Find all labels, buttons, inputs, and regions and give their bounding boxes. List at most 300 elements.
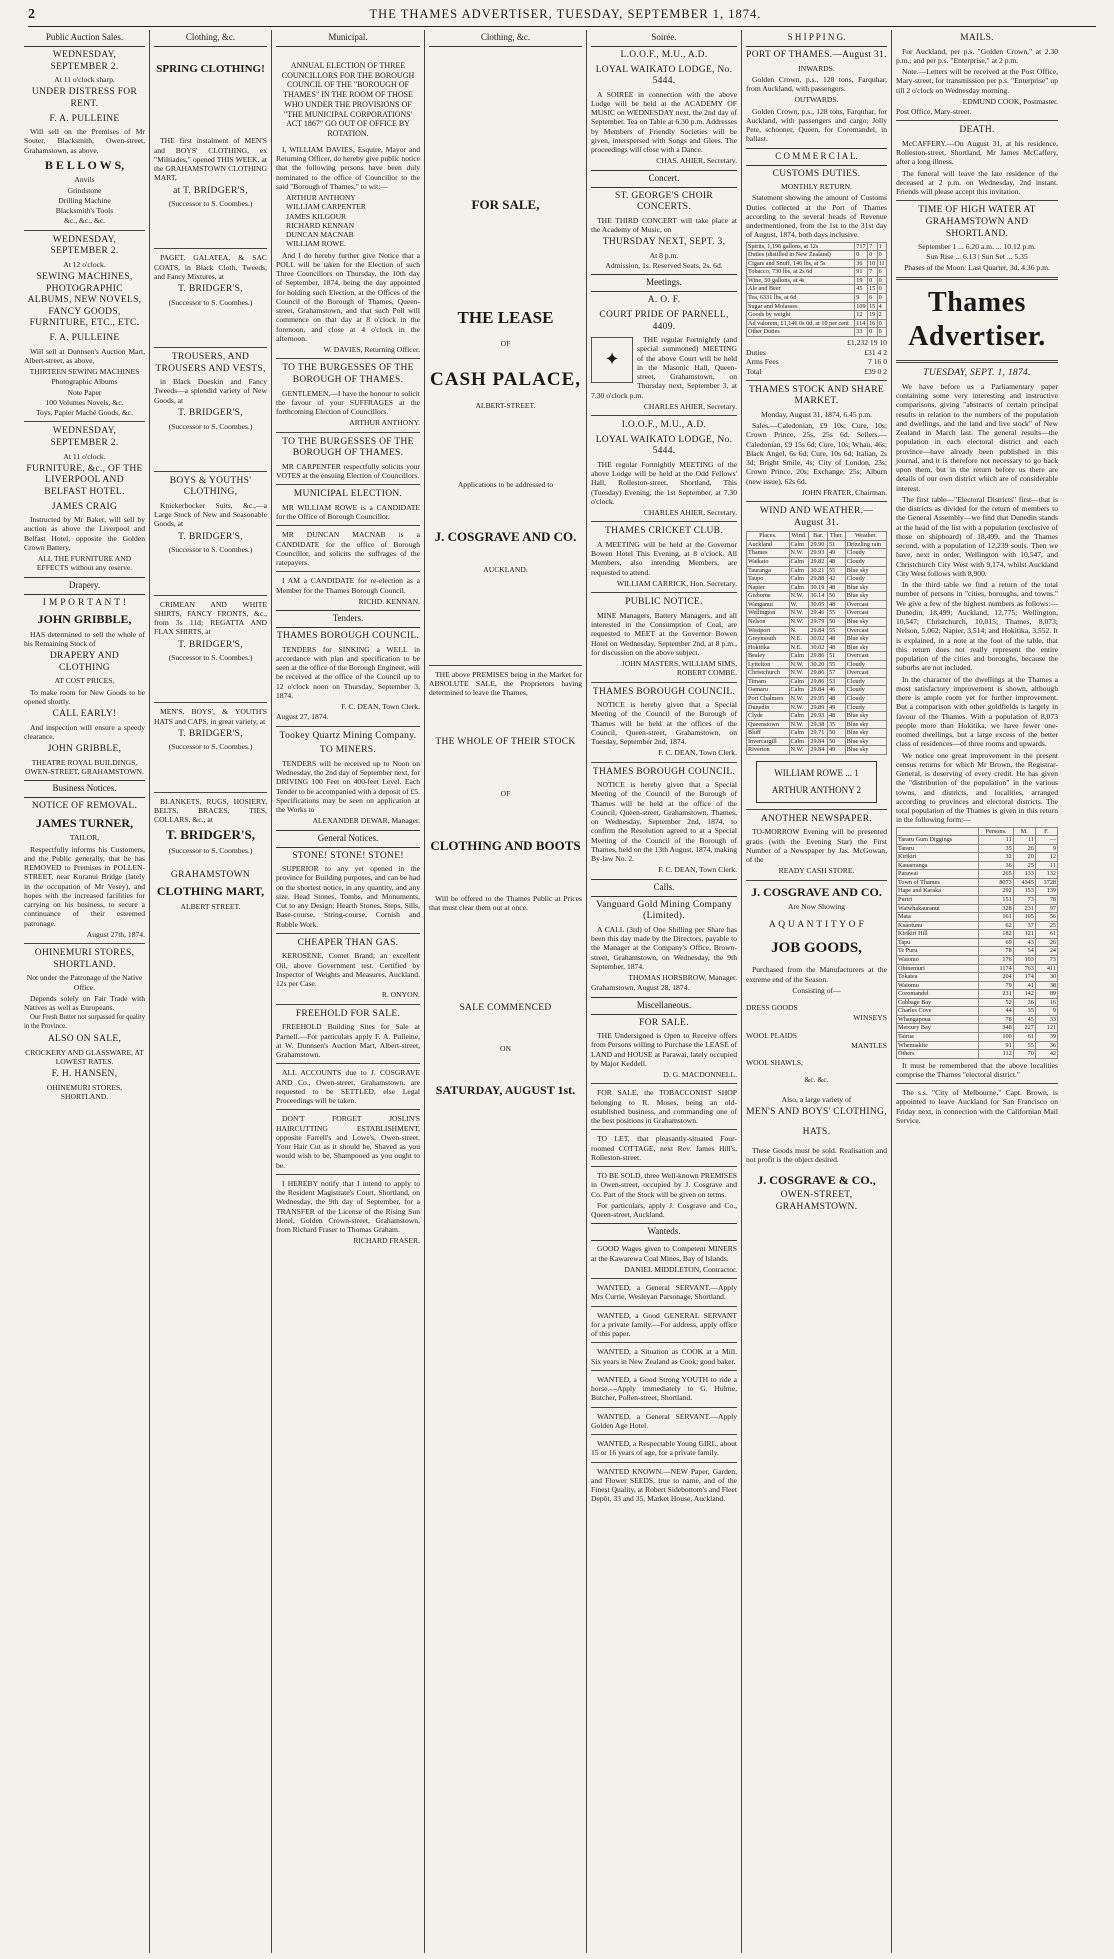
ad-time: At 11 o'clock. <box>63 451 106 461</box>
population-row <box>897 1033 1058 1042</box>
ad-lot: WOOL PLAIDS <box>746 1030 797 1040</box>
table-cell: 35 <box>1013 1007 1035 1016</box>
table-cell: 45 <box>855 285 868 294</box>
ad-lot: 100 Volumes Novels, &c. <box>45 397 124 407</box>
table-cell: 79 <box>979 981 1013 990</box>
table-cell: 6 <box>868 293 878 302</box>
article-paragraph: We have before us a Parliamentary paper containing some very interesting and instructive comparisons, giving "abstracts of certain principal results in relation to the numbers of the population and dwellings, and the land and live stock" of New Zealand in March last. The general results—the population in each electoral district and each province—have already been published in this journal, and it is therefore not necessary to go back upon them, but in the return before us there are details of our own district which are of considerable interest. <box>896 381 1058 493</box>
ad-heading: DEATH. <box>959 125 995 136</box>
population-row <box>897 844 1058 853</box>
ad-text: (Successor to S. Coombes.) <box>168 653 253 663</box>
table-cell: 50 <box>828 617 846 626</box>
table-cell: N.W. <box>789 720 809 729</box>
table-cell: Blue sky <box>845 617 886 626</box>
column-header: M. <box>1013 827 1035 836</box>
weather-row <box>747 686 887 695</box>
table-cell: 0 <box>868 276 878 285</box>
masthead <box>28 4 1096 27</box>
election-notice-heading: ANNUAL ELECTION OF THREE COUNCILLORS FOR THE BOROUGH COUNCIL OF THE "BOROUGH OF THAMES" IN THE ROOM OF THOSE WHO UNDER THE PROVISIONS OF "THE MUNICIPAL CORPORATIONS' ACT 1867" GO OUT OF OFFICE BY ROTATION. <box>281 60 415 139</box>
table-cell: 0 <box>877 328 886 337</box>
table-cell: Blue sky <box>845 566 886 575</box>
ad-heading: WIND AND WEATHER.—August 31. <box>759 506 874 528</box>
ad-name: T. BRIDGER'S, <box>178 639 243 650</box>
table-cell: N.W. <box>789 669 809 678</box>
weather-row <box>747 575 887 584</box>
table-cell: 348 <box>979 1024 1013 1033</box>
weather-row <box>747 660 887 669</box>
ad-heading: OUTWARDS. <box>794 95 839 105</box>
table-cell: Christchurch <box>747 669 790 678</box>
ad-lot: &c. &c. <box>804 1075 829 1085</box>
column-header: Places. <box>747 532 790 541</box>
table-cell: 42 <box>828 575 846 584</box>
poll-result-box <box>756 761 877 803</box>
weather-row <box>747 609 887 618</box>
table-cell: Cloudy <box>845 695 886 704</box>
signature: CHARLES AHIER, Secretary. <box>643 401 737 411</box>
table-cell: 9 <box>1035 844 1057 853</box>
table-cell: 0 <box>868 251 878 260</box>
table-cell: Calm <box>789 583 809 592</box>
ad-lot: Toys, Papier Maché Goods, &c. <box>35 408 134 418</box>
ad-name: JAMES TURNER, <box>35 815 134 830</box>
table-cell: Duties (distilled in New Zealand) <box>747 251 855 260</box>
ad-text: September 1 ... 6.20 a.m. ... 10.12 p.m. <box>918 242 1036 252</box>
table-cell: 16 <box>869 319 876 327</box>
weather-row <box>747 626 887 635</box>
duty-total: £1,232 19 10 <box>847 337 887 347</box>
table-cell: Cloudy <box>845 558 886 567</box>
table-cell: 29.88 <box>809 575 828 584</box>
table-cell: Calm <box>789 540 809 549</box>
column-header: Ther. <box>828 532 846 541</box>
table-cell: 153 <box>1013 887 1035 896</box>
table-cell: 44 <box>979 1007 1013 1016</box>
table-cell: 26 <box>1013 844 1035 853</box>
ad-text: A SOIREE in connection with the above Lodge will be held at the ACADEMY OF MUSIC on WEDNESDAY next, the 2nd day of September. Tea on Table at 6.30 p.m. Addresses by Members of Friendly Societies will be given, interspersed with Songs and Glees. The proceedings will close with a Dance. <box>591 89 737 155</box>
table-cell: Tobacco, 730 lbs, at 2s 6d <box>747 268 855 277</box>
signature: D. G. MACDONNELL. <box>663 1070 737 1080</box>
table-cell: 19 <box>855 276 868 285</box>
duty-row <box>747 311 887 320</box>
table-cell: 78 <box>979 1015 1013 1024</box>
population-row <box>897 955 1058 964</box>
fees-row <box>746 357 887 366</box>
ad-lot: &c., &c., &c. <box>63 216 106 226</box>
ad-text: TO BE SOLD, three Well-known PREMISES in Owen-street, occupied by J. Cosgrave and Co. Part of the Stock will be given on terms. <box>591 1171 737 1199</box>
ad-date: Grahamstown, August 28, 1874. <box>591 983 690 993</box>
table-cell: 30.02 <box>809 643 828 652</box>
ad-text: Will sell on the Premises of Mr Souter, Blacksmith, Owen-street, Grahamstown, as above, <box>24 127 145 155</box>
table-cell: 29.93 <box>809 549 828 558</box>
column-header: Bar. <box>809 532 828 541</box>
ad-cosgrave <box>746 885 887 1214</box>
table-cell: 0 <box>877 293 886 302</box>
ad-heading: FOR SALE, <box>471 196 540 212</box>
population-row <box>897 964 1058 973</box>
table-cell: 49 <box>828 703 846 712</box>
table-cell: 1174 <box>979 964 1013 973</box>
column-auction-sales <box>20 30 150 1953</box>
table-cell: Clyde <box>747 712 790 721</box>
table-header-row <box>747 532 887 541</box>
ad-text: Golden Crown, p.s., 128 tons, Farquhar, for Auckland, with passengers and cargo; Jolly Pete, schooner, Queen, for Coromandel, in ballast. <box>746 106 887 144</box>
table-cell: 48 <box>828 643 846 652</box>
table-cell: 25 <box>1035 921 1057 930</box>
table-cell: 25 <box>1013 861 1035 870</box>
table-cell: Overcast <box>845 652 886 661</box>
ad-address: ALBERT-STREET. <box>475 400 536 410</box>
duty-row <box>747 302 887 311</box>
candidate-name: DUNCAN MACNAB <box>286 230 354 240</box>
ad-text: (Successor to S. Coombes.) <box>168 199 253 209</box>
ad-heading: I.O.O.F., M.U., A.D. <box>621 420 707 431</box>
ad-address: THEATRE ROYAL BUILDINGS, OWEN-STREET, GRAHAMSTOWN. <box>25 757 144 777</box>
signature: DANIEL MIDDLETON, Contractor. <box>624 1264 737 1274</box>
table-cell: 7 <box>868 268 878 277</box>
ad-text: WANTED KNOWN.—NEW Paper, Garden, and Flower SEEDS, true to name, and of the Finest Quality, at Robert Sidebottom's and Fleet Depôt, 33 and 35, Market House, Auckland. <box>591 1466 737 1504</box>
table-cell: 176 <box>979 955 1013 964</box>
ad-lot: Blacksmith's Tools <box>55 206 114 216</box>
ad-address: OHINEMURI STORES, SHORTLAND. <box>46 1082 123 1101</box>
table-cell: 112 <box>979 1050 1013 1059</box>
weather-row <box>747 729 887 738</box>
ad-lot: Anvils <box>74 175 95 185</box>
ad-heading: TO THE BURGESSES OF THE BOROUGH OF THAMES. <box>282 363 414 386</box>
table-cell: Gisborne <box>747 592 790 601</box>
table-cell: 78 <box>1035 896 1057 905</box>
candidate-name: RICHARD KENNAN <box>286 220 355 230</box>
table-cell: 29.84 <box>809 737 828 746</box>
candidate-name: WILLIAM ROWE. <box>286 239 346 249</box>
ad-text: HAS determined to sell the whole of his Remaining Stock of <box>24 629 145 648</box>
ad-text: (Successor to S. Coombes.) <box>168 846 253 856</box>
ad-text: CROCKERY AND GLASSWARE, AT LOWEST RATES. <box>25 1047 144 1066</box>
ad-heading: I M P O R T A N T ! <box>42 597 127 608</box>
ad-heading: TO THE BURGESSES OF THE BOROUGH OF THAMES. <box>282 436 414 459</box>
population-row <box>897 998 1058 1007</box>
table-cell: Calm <box>789 729 809 738</box>
ad-heading: THE LEASE <box>457 307 554 327</box>
table-cell: 46 <box>828 686 846 695</box>
ad-text: (Successor to S. Coombes.) <box>168 297 253 307</box>
table-cell: Ale and Beer <box>747 285 855 294</box>
table-cell: Waiomo <box>897 955 979 964</box>
poll-line: WILLIAM ROWE ... 1 <box>774 767 859 778</box>
ad-text: ALL ACCOUNTS due to J. COSGRAVE AND Co., Owen-street, Grahamstown, are requested to be SETTLED, else Legal Proceedings will be taken. <box>276 1068 420 1106</box>
ad-heading: A. O. F. <box>647 295 681 306</box>
weather-row <box>747 566 887 575</box>
table-cell: Ohinemuri <box>897 964 979 973</box>
table-cell: 54 <box>1013 947 1035 956</box>
page-number: 2 <box>28 7 35 23</box>
table-cell: Overcast <box>845 609 886 618</box>
ad-heading: JOB GOODS, <box>771 940 862 957</box>
table-cell: 48 <box>828 695 846 704</box>
population-row <box>897 887 1058 896</box>
ad-text: WANTED, a General SERVANT.—Apply Mrs Currie, Wesleyan Parsonage, Shortland. <box>591 1283 737 1302</box>
table-cell: 133 <box>1013 870 1035 879</box>
table-cell: 103 <box>1013 955 1035 964</box>
table-cell: 30.19 <box>809 583 828 592</box>
fee-label: Arms Fees <box>746 357 779 367</box>
table-cell: Kuaotunu <box>897 921 979 930</box>
table-cell: 52 <box>979 998 1013 1007</box>
table-cell: Ad valorem, £1,146 0s 0d, at 10 per cent <box>747 319 855 328</box>
table-cell: 100 <box>979 1033 1013 1042</box>
weather-row <box>747 746 887 755</box>
ad-text: WANTED, a Respectable Young GIRL, about 15 or 16 years of age, for a private family. <box>591 1439 737 1458</box>
ad-name: JOHN GRIBBLE, <box>47 744 122 755</box>
table-cell: N.E. <box>789 643 809 652</box>
table-cell: Cloudy <box>845 703 886 712</box>
table-cell: Cigars and Snuff, 146 lbs, at 5s <box>747 259 855 268</box>
table-cell: 39 <box>1035 1033 1057 1042</box>
duty-row <box>747 293 887 302</box>
table-cell: Tea, 6331 lbs, at 6d <box>747 293 855 302</box>
table-cell: Te Puru <box>897 947 979 956</box>
section-heading: C O M M E R C I A L. <box>746 148 887 166</box>
ad-text: ON <box>500 1044 511 1054</box>
table-cell: Calm <box>789 677 809 686</box>
table-cell: Cloudy <box>845 677 886 686</box>
ad-heading: INWARDS. <box>798 63 835 73</box>
ad-text: Knickerbocker Suits, &c.,—a Large Stock of New and Seasonable Goods, at <box>154 500 267 529</box>
ad-text: These Goods must be sold. Realisation and not profit is the object desired. <box>746 1146 887 1165</box>
table-cell: 132 <box>1035 870 1057 879</box>
ad-text: SUPERIOR to any yet opened in the province for Building purposes, and can be had on the shortest notice, in any quantity, and any size. Head Stones, Tombs, and Monuments, Cut to any Design; Hearth Stones, Steps, Sills, Base-course, String-course, Cornish and Rubble Work. <box>276 864 420 929</box>
ad-address: OWEN-STREET, GRAHAMSTOWN. <box>775 1190 858 1212</box>
ad-heading: CUSTOMS DUTIES. <box>772 168 861 179</box>
ad-text: TAILOR, <box>69 833 100 843</box>
section-heading: S H I P P I N G. <box>746 30 887 47</box>
duty-row <box>747 251 887 260</box>
society-emblem-icon: ✦ <box>591 337 633 383</box>
ad-heading: PORT OF THAMES.—August 31. <box>746 49 887 60</box>
table-cell: 43 <box>1013 938 1035 947</box>
table-cell: 231 <box>979 990 1013 999</box>
weather-row <box>747 652 887 661</box>
ad-heading: THAMES STOCK AND SHARE MARKET. <box>749 384 884 407</box>
table-cell: 50 <box>828 729 846 738</box>
table-cell: 29.84 <box>809 746 828 755</box>
table-cell: 97 <box>1035 904 1057 913</box>
weather-row <box>747 712 887 721</box>
ad-text: Will sell at Dunnsen's Auction Mart, Albert-street, as above, <box>24 346 145 365</box>
ad-name: GRAHAMSTOWN <box>170 869 251 880</box>
table-cell: Taupo <box>747 575 790 584</box>
ad-heading: Vanguard Gold Mining Company (Limited). <box>596 899 732 922</box>
ad-text: AT COST PRICES, <box>54 676 115 686</box>
article-paragraph: The first table—"Electoral Districts" first—that is the districts as divided for the return of members to the General Assembly—we find that Dunedin stands at the head of the list with a population (exclusive of those on shipboard) of 18,499, and the Thames second, with a population of 12,239 souls. Then we have, next in order, Wellington with 10,547, and Christchurch City West with 9,174, whilst Auckland City West follows with 8,900. <box>896 494 1058 578</box>
table-cell: Tararu Gum Diggings <box>897 836 979 845</box>
ad-text: For particulars, apply J. Cosgrave and Co., Queen-street, Auckland. <box>591 1200 737 1220</box>
ad-heading: THE WHOLE OF THEIR STOCK <box>435 737 576 748</box>
table-cell: 12 <box>1035 853 1057 862</box>
section-heading: Public Auction Sales. <box>24 30 145 47</box>
ad-text: A CALL (3rd) of One Shilling per Share has been this day made by the Directors, payable to the Manager at the Company's Office, Brown-street, Grahamstown, on Wednesday, the 9th September, 1874. <box>591 924 737 971</box>
table-cell: 45 <box>1013 1015 1035 1024</box>
ad-text: (Successor to S. Coombes.) <box>168 421 253 431</box>
ad-name: T. BRIDGER'S, <box>178 284 243 295</box>
ad-name: JOHN GRIBBLE, <box>37 612 132 627</box>
candidate-name: ARTHUR ANTHONY <box>286 193 356 203</box>
ad-text: Depends solely on Fair Trade with Natives as well as Europeans. <box>24 993 145 1013</box>
table-cell: 38 <box>1035 981 1057 990</box>
table-cell: Sugar and Molasses <box>747 302 855 311</box>
ad-text: THE above PREMISES being in the Market for ABSOLUTE SALE, the Proprietors having determined to leave the Thames, <box>429 669 582 698</box>
ad-text: NOTICE is hereby given that a Special Meeting of the Council of the Borough of Thames will be held at the offices of the Council, Queen-street, Grahamstown, on Tuesday, September 2nd, 1874. <box>591 700 737 747</box>
table-cell: Dunedin <box>747 703 790 712</box>
weather-row <box>747 669 887 678</box>
ad-date: August 27, 1874. <box>276 712 329 722</box>
duty-row <box>747 276 887 285</box>
table-cell: Puriri <box>897 896 979 905</box>
table-cell: Tairua <box>897 1033 979 1042</box>
table-cell: 55 <box>828 660 846 669</box>
table-cell: Cabbage Bay <box>897 998 979 1007</box>
table-cell: 15 <box>869 285 876 293</box>
signature: R. ONYON. <box>381 990 420 1000</box>
table-cell: 36 <box>1013 998 1035 1007</box>
ad-name: T. BRIDGER'S, <box>178 728 243 739</box>
poll-line: ARTHUR ANTHONY 2 <box>771 784 862 795</box>
ad-heading: A Q U A N T I T Y O F <box>768 919 865 930</box>
table-cell: Port Chalmers <box>747 695 790 704</box>
population-row <box>897 913 1058 922</box>
table-cell: 41 <box>1013 981 1035 990</box>
signature: JOHN FRATER, Chairman. <box>801 487 887 497</box>
ad-text: WANTED, a General SERVANT.—Apply Golden Age Hotel. <box>591 1411 737 1430</box>
ad-heading: L.O.O.F., M.U., A.D. <box>620 49 708 60</box>
election-notice-text: And I do hereby further give Notice that a POLL will be taken for the Election of such Three Councillors on Thursday, the 10th day of September, 1874, being the day appointed for holding such Election, at the Offices of the Council of the Borough of Thames, Queen-street, Grahamstown, and that such Poll will commence on that day at 8 o'clock in the forenoon, and close at 4 o'clock in the afternoon. <box>276 250 420 343</box>
auctioneer-name: F. A. PULLEINE <box>49 113 120 124</box>
table-cell: 53 <box>828 677 846 686</box>
ad-heading: CHEAPER THAN GAS. <box>297 937 399 948</box>
table-cell: 0 <box>868 328 878 337</box>
ad-text: NOTICE is hereby given that a Special Meeting of the Council of the Borough of Thames will be held at the office of the Council, Queen-street, Grahamstown, Thames, on Wednesday, September 2nd, 1874, to confirm the Resolution agreed to at a Special Meeting of the Council of the Borough of Thames, held on the 13th August, 1874, making By-law No. 2. <box>591 780 737 864</box>
ad-text: At 8 p.m. <box>649 250 679 260</box>
ad-date: Monday, August 31, 1874, 6.45 p.m. <box>760 409 873 419</box>
table-cell: Calm <box>789 712 809 721</box>
section-heading: Miscellaneous. <box>591 997 737 1015</box>
population-row <box>897 853 1058 862</box>
section-heading: Wanteds. <box>591 1223 737 1241</box>
table-cell: Calm <box>789 686 809 695</box>
ad-lot: WINSEYS <box>853 1013 887 1023</box>
ad-text: Sun Rise ... 6.13 | Sun Set ... 5.35 <box>926 252 1028 262</box>
table-cell: Kirikiri Hill <box>897 930 979 939</box>
section-heading: Municipal. <box>276 30 420 47</box>
table-cell: 29.86 <box>809 652 828 661</box>
ad-text: TO LET, that pleasantly-situated Four-roomed COTTAGE, next Rev. James Hill's, Rolleston-street. <box>591 1134 737 1162</box>
ad-name: J. COSGRAVE AND CO. <box>434 529 577 545</box>
ad-text: And inspection will ensure a speedy clearance. <box>24 722 145 741</box>
table-cell: Calm <box>789 652 809 661</box>
ad-heading: COURT PRIDE OF PARNELL, 4409. <box>599 309 729 332</box>
table-cell: Whangapoua <box>897 1015 979 1024</box>
ad-heading: THAMES BOROUGH COUNCIL. <box>592 766 736 777</box>
table-cell: 10 <box>869 259 876 267</box>
table-cell: 61 <box>1035 930 1057 939</box>
table-cell: Cloudy <box>845 549 886 558</box>
table-cell: Charles Cove <box>897 1007 979 1016</box>
ad-text: Admission, 1s. Reserved Seats, 2s. 6d. <box>605 261 723 271</box>
ad-text: For Auckland, per p.s. "Golden Crown," at 2.30 p.m.; and per p.s. "Enterprise," at 2 p.m. <box>896 46 1058 65</box>
candidate-list <box>276 193 420 249</box>
ad-heading: OHINEMURI STORES, SHORTLAND. <box>34 948 135 970</box>
table-cell: 78 <box>979 947 1013 956</box>
table-cell: Kirikiri <box>897 853 979 862</box>
table-cell: 73 <box>1035 955 1057 964</box>
table-cell: N.E. <box>789 635 809 644</box>
table-cell: 109 <box>855 302 868 311</box>
table-cell: N.W. <box>789 695 809 704</box>
ad-text: Consisting of— <box>792 985 841 995</box>
table-cell: Cloudy <box>845 575 886 584</box>
table-cell: 30.21 <box>809 566 828 575</box>
table-cell: 50 <box>828 737 846 746</box>
ad-address: AUCKLAND. <box>483 565 528 575</box>
ad-name: J. COSGRAVE AND CO. <box>751 884 882 899</box>
table-cell: — <box>1035 836 1057 845</box>
table-cell: 91 <box>979 1041 1013 1050</box>
table-cell: 29.84 <box>809 626 828 635</box>
ad-lot: B E L L O W S, <box>44 157 125 172</box>
table-cell: 9 <box>855 293 868 302</box>
weather-row <box>747 617 887 626</box>
table-cell: 15 <box>869 302 876 310</box>
population-row <box>897 870 1058 879</box>
signature: ALEXANDER DEWAR, Manager. <box>312 816 420 826</box>
table-cell: Tapu <box>897 938 979 947</box>
table-cell: 20 <box>1013 853 1035 862</box>
table-cell: 35 <box>979 844 1013 853</box>
column-header: F. <box>1035 827 1057 836</box>
signature: F. C. DEAN, Town Clerk. <box>658 865 737 875</box>
table-cell: 29.38 <box>809 720 828 729</box>
ad-text: MR DUNCAN MACNAB is a CANDIDATE for the office of Borough Councillor, and solicits the suffrages of the ratepayers. <box>276 530 420 568</box>
table-cell: Other Duties <box>747 328 855 337</box>
ad-text: A MEETING will be held at the Governor Bowen Hotel This Evening, at 8 o'clock. All Members, also intending Members, are requested to attend. <box>591 539 737 577</box>
section-heading: Tenders. <box>276 610 420 628</box>
fee-label: Total <box>746 366 762 376</box>
column-header: Weather. <box>845 532 886 541</box>
weather-row <box>747 720 887 729</box>
table-cell: Overcast <box>845 626 886 635</box>
table-cell: 26 <box>1035 938 1057 947</box>
population-row <box>897 981 1058 990</box>
ad-heading: TIME OF HIGH WATER AT GRAHAMSTOWN AND SHORTLAND. <box>918 205 1036 239</box>
ad-text: MR WILLIAM ROWE is a CANDIDATE for the Office of Borough Councillor. <box>276 502 420 522</box>
table-cell: Thames <box>747 549 790 558</box>
ad-text: FOR SALE, the TOBACCONIST SHOP belonging to R. Moses, being an old-established business, and commanding one of the best positions in Grahamstown. <box>591 1088 737 1126</box>
table-cell: Blue sky <box>845 712 886 721</box>
table-cell: N.W. <box>789 617 809 626</box>
auctioneer-name: JAMES CRAIG <box>51 501 118 512</box>
table-cell: 49 <box>828 549 846 558</box>
section-heading: Meetings. <box>591 274 737 292</box>
weather-row <box>747 703 887 712</box>
table-cell: 56 <box>828 592 846 601</box>
table-cell: Blue sky <box>845 737 886 746</box>
ad-text: (Successor to S. Coombes.) <box>168 545 253 555</box>
ad-name: T. BRIDGER'S, <box>178 407 243 418</box>
column-header: Wind. <box>789 532 809 541</box>
table-cell: 89 <box>1035 990 1057 999</box>
table-cell: Wine, 50 gallons, at 4s <box>747 276 855 285</box>
table-cell: 48 <box>828 600 846 609</box>
